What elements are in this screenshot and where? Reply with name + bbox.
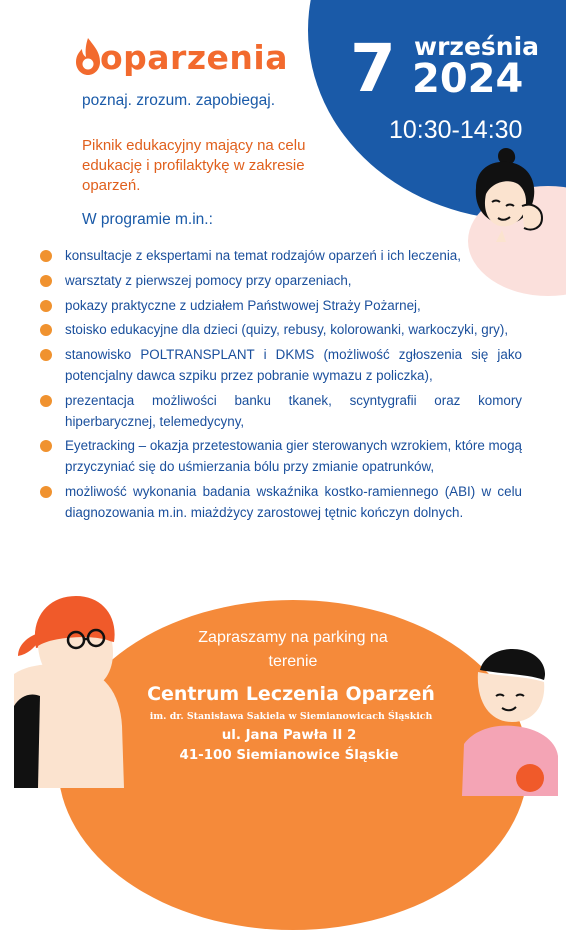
- program-item: Eyetracking – okazja przetestowania gier sterowanych wzrokiem, które mogą przyczyniać się do uśmierzania bólu przy zmianie opatrunków,: [40, 436, 522, 478]
- program-item: konsultacje z ekspertami na temat rodzajów oparzeń i ich leczenia,: [40, 246, 522, 267]
- event-day: 7: [350, 30, 396, 107]
- program-item: możliwość wykonania badania wskaźnika kostko-ramiennego (ABI) w celu diagnozowania m.in. miażdżycy zarostowej tętnic kończyn dolnych.: [40, 482, 522, 524]
- tagline: poznaj. zrozum. zapobiegaj.: [82, 92, 276, 109]
- event-time: 10:30-14:30: [389, 116, 523, 144]
- bullet-dot-icon: [40, 440, 52, 452]
- flame-icon: [74, 36, 102, 76]
- venue-subtitle: im. dr. Stanisława Sakiela w Siemianowicach Śląskich: [149, 711, 433, 722]
- bullet-dot-icon: [40, 275, 52, 287]
- program-item: pokazy praktyczne z udziałem Państwowej Straży Pożarnej,: [40, 296, 522, 317]
- logo-text: oparzenia: [100, 38, 288, 77]
- program-title: W programie m.in.:: [82, 211, 213, 228]
- bullet-dot-icon: [40, 250, 52, 262]
- program-list: [40, 246, 522, 528]
- bullet-dot-icon: [40, 486, 52, 498]
- bullet-dot-icon: [40, 395, 52, 407]
- venue-address: [154, 726, 424, 766]
- oparzenia-logo: [74, 36, 288, 76]
- program-item: warsztaty z pierwszej pomocy przy oparzeniach,: [40, 271, 522, 292]
- program-item: stoisko edukacyjne dla dzieci (quizy, rebusy, kolorowanki, warkoczyki, gry),: [40, 320, 522, 341]
- bullet-dot-icon: [40, 300, 52, 312]
- program-item: stanowisko POLTRANSPLANT i DKMS (możliwość zgłoszenia się jako potencjalny dawca szpiku przez pobranie wymazu z policzka),: [40, 345, 522, 387]
- invitation-text: Zapraszamy na parking na terenie: [198, 629, 388, 670]
- intro-text: Piknik edukacyjny mający na celu edukację i profilaktykę w zakresie oparzeń.: [82, 137, 306, 194]
- venue-name: Centrum Leczenia Oparzeń: [147, 683, 435, 705]
- program-item: prezentacja możliwości banku tkanek, scyntygrafii oraz komory hiperbarycznej, telemedycyny,: [40, 391, 522, 433]
- event-year: 2024: [412, 56, 524, 102]
- event-month: września: [414, 32, 540, 61]
- bullet-dot-icon: [40, 324, 52, 336]
- woman-character-illustration: [462, 146, 552, 242]
- venue-city: 41-100 Siemianowice Śląskie: [179, 748, 399, 763]
- bullet-dot-icon: [40, 349, 52, 361]
- venue-street: ul. Jana Pawła II 2: [221, 728, 357, 743]
